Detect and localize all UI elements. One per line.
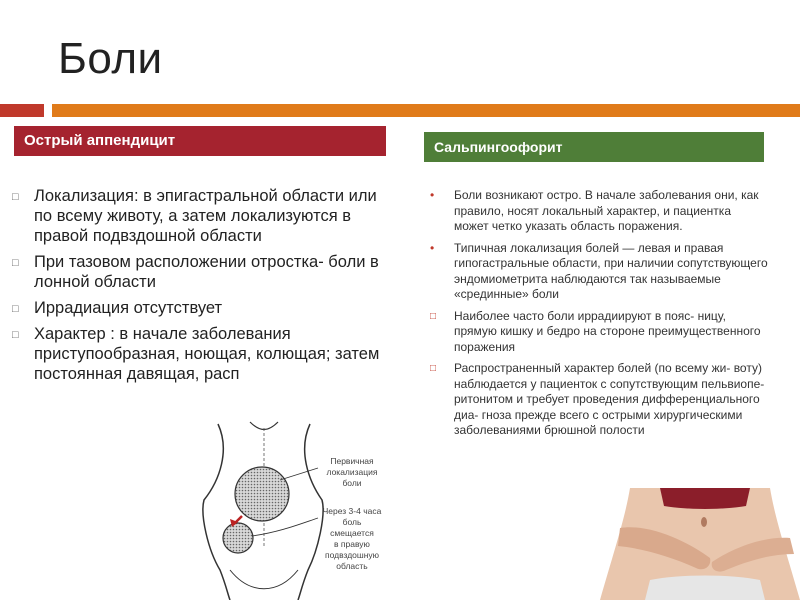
list-item: • Боли возникают остро. В начале заболевания они, как правило, носят локальный характер, и пациентка может четко указать область поражения. — [430, 188, 759, 233]
label-secondary-3: смещается — [330, 528, 374, 538]
secondary-pain-zone — [223, 523, 253, 553]
dot-bullet-icon: • — [430, 188, 435, 202]
leader-line-primary — [280, 468, 318, 480]
list-item: □ При тазовом расположении отростка- боли в лонной области — [12, 253, 379, 291]
label-primary-2: локализация — [326, 467, 378, 477]
accent-bar-orange — [52, 104, 800, 117]
salpingo-list — [428, 188, 768, 445]
square-bullet-icon: □ — [12, 191, 19, 203]
list-item: □ Характер : в начале заболевания приступообразная, ноющая, колющая; затем постоянная давящая, расп — [12, 325, 380, 383]
square-bullet-icon: □ — [12, 329, 19, 341]
top-clothing — [660, 488, 750, 509]
accent-bar-red — [0, 104, 44, 117]
label-primary-3: боли — [342, 478, 362, 488]
label-secondary-1: Через 3-4 часа — [322, 506, 382, 516]
primary-pain-zone — [235, 467, 289, 521]
label-primary-1: Первичная — [330, 456, 374, 466]
square-bullet-icon: □ — [430, 363, 437, 374]
navel — [701, 517, 707, 527]
appendicitis-list — [12, 186, 384, 390]
square-bullet-icon: □ — [12, 257, 19, 269]
label-secondary-5: подвздошную — [324, 550, 380, 560]
page-title: Боли — [58, 34, 163, 83]
right-column-header: Сальпингоофорит — [424, 132, 764, 162]
list-item: • Типичная локализация болей — левая и правая гипогастральные области, при наличии сопутствующего эндомиометрита наблюдаются так называемые «срединные» боли — [430, 240, 768, 301]
label-secondary-4: в правую — [334, 539, 370, 549]
square-bullet-icon: □ — [12, 303, 19, 315]
left-column-header: Острый аппендицит — [14, 126, 386, 156]
square-bullet-icon: □ — [430, 310, 437, 322]
dot-bullet-icon: • — [430, 240, 435, 255]
underwear — [645, 576, 765, 600]
abdominal-pain-photo — [600, 488, 800, 600]
list-item: □ Локализация: в эпигастральной области или по всему животу, а затем локализуются в правой подвздошной области — [12, 187, 377, 245]
list-item: □ Наиболее часто боли иррадиируют в пояс- ницу, прямую кишку и бедро на стороне преимущественного поражения — [430, 308, 761, 354]
label-secondary-6: область — [336, 561, 368, 571]
abdomen-diagram — [190, 420, 392, 600]
list-item: □ Распространенный характер болей (по всему жи- воту) наблюдается у пациенток с сопутствующим пельвиопе- ритонитом и требует проведения дифференциального диа- гноза прежде всего с острыми хирургическими заболеваниями брюшной полости — [430, 361, 765, 437]
list-item: □ Иррадиация отсутствует — [12, 299, 223, 317]
label-secondary-2: боль — [342, 517, 362, 527]
